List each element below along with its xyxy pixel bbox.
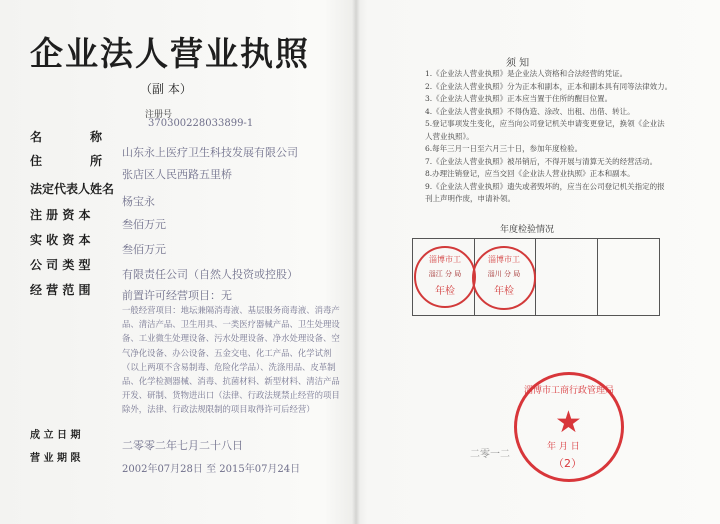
annual-inspection-stamp xyxy=(472,246,536,310)
stamp-label: 年检 xyxy=(494,286,514,297)
note-item: 4.《企业法人营业执照》不得伪造、涂改、出租、出借、转让。 xyxy=(425,106,635,116)
field-value-address: 张店区人民西路五里桥 xyxy=(122,168,232,181)
notes-list xyxy=(425,68,675,206)
field-value-legal-rep: 杨宝永 xyxy=(122,195,155,208)
field-label-address: 住 所 xyxy=(30,154,103,168)
page-fold xyxy=(352,0,360,524)
field-label-paid-capital: 实 收 资 本 xyxy=(30,233,91,247)
note-item: 刊上声明作废，申请补领。 xyxy=(425,194,515,203)
note-item: 6.每年三月一日至六月三十日，参加年度检验。 xyxy=(425,144,583,153)
field-value-name: 山东永上医疗卫生科技发展有限公司 xyxy=(122,146,298,159)
field-label-established: 成 立 日 期 xyxy=(30,430,81,441)
business-scope-text: 一般经营项目：地坛兼隔消毒液、基层服务商毒液、消毒产品、清洁产品、卫生用具、一类医疗器械产品、卫生处理设备、工业微生处理设备、污水处理设备、净水处理设备、空气净化设备、办公设备、五金交电、化工产品、化学试剂（以上两项不含易制毒、危险化学品）、洗涤用品、皮革制品、化学检测器械、消毒、抗菌材料、新型材料、清洁产品开发、研制、货物进出口（法律、行政法规禁止经营的项目除外，法律、行政法规限制的项目取得许可后经营） xyxy=(122,305,340,415)
field-value-paid-capital: 叁佰万元 xyxy=(122,243,166,256)
field-value-reg-capital: 叁佰万元 xyxy=(122,218,166,231)
field-label-term: 营 业 期 限 xyxy=(30,453,81,464)
field-value-term: 2002年07月28日 至 2015年07月24日 xyxy=(122,464,301,475)
field-value-established: 二零零二年七月二十八日 xyxy=(122,439,243,452)
seal-number: （2） xyxy=(553,457,582,470)
field-value-prior-permit: 前置许可经营项目：无 xyxy=(122,289,232,302)
field-label-reg-capital: 注 册 资 本 xyxy=(30,208,91,222)
stamp-top-text: 淄博市工 xyxy=(429,255,461,264)
issue-date-prefix: 二零一二 xyxy=(470,449,510,460)
annual-inspection-title: 年度检验情况 xyxy=(500,225,555,235)
stamp-top-text: 淄博市工 xyxy=(488,255,520,264)
grid-divider xyxy=(597,239,598,315)
star-icon: ★ xyxy=(555,405,582,440)
document-subtitle: （副 本） xyxy=(140,82,192,96)
reg-number-value: 370300228033899-1 xyxy=(148,118,254,129)
note-item: 5.登记事项发生变化，应当向公司登记机关申请变更登记，换领《企业法 xyxy=(425,119,665,128)
reg-number-label: 注册号 xyxy=(145,110,173,120)
note-item: 1.《企业法人营业执照》是企业法人资格和合法经营的凭证。 xyxy=(425,69,628,78)
field-label-legal-rep: 法定代表人姓名 xyxy=(30,182,115,196)
seal-date: 年 月 日 xyxy=(547,442,580,452)
field-label-name: 名 称 xyxy=(30,130,103,144)
official-seal xyxy=(514,372,624,482)
field-label-company-type: 公 司 类 型 xyxy=(30,258,91,272)
note-item: 7.《企业法人营业执照》被吊销后，不得开展与清算无关的经营活动。 xyxy=(425,156,658,166)
note-item: 2.《企业法人营业执照》分为正本和副本，正本和副本具有同等法律效力。 xyxy=(425,81,673,91)
note-item: 人营业执照》。 xyxy=(425,131,474,141)
stamp-mid-text: 淄江 分 局 xyxy=(428,270,462,278)
seal-text: 淄博市工商行政管理局 xyxy=(523,386,614,396)
note-item: 9.《企业法人营业执照》遗失或者毁坏的，应当在公司登记机关指定的报 xyxy=(425,181,665,191)
notes-title: 须 知 xyxy=(506,58,530,69)
note-item: 3.《企业法人营业执照》正本应当置于住所的醒目位置。 xyxy=(425,94,613,103)
stamp-mid-text: 淄川 分 局 xyxy=(487,270,521,278)
field-label-business-scope: 经 营 范 围 xyxy=(30,283,91,297)
note-item: 8.办理注销登记，应当交回《企业法人营业执照》正本和副本。 xyxy=(425,169,635,178)
document-title: 企业法人营业执照 xyxy=(30,34,310,73)
annual-inspection-stamp xyxy=(414,246,476,308)
field-value-company-type: 有限责任公司（自然人投资或控股） xyxy=(122,268,298,281)
stamp-label: 年检 xyxy=(435,286,455,297)
